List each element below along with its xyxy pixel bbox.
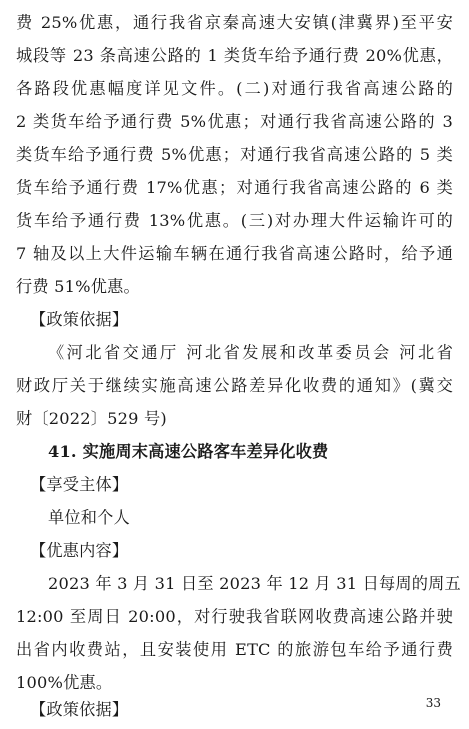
page-number: 33: [425, 696, 441, 710]
text-line-8: 7 轴及以上大件运输车辆在通行我省高速公路时，给予通: [16, 244, 453, 263]
text-line-4: 2 类货车给予通行费 5%优惠；对通行我省高速公路的 3: [16, 112, 453, 131]
text-line-16: 单位和个人: [48, 508, 130, 527]
text-line-7: 货车给予通行费 13%优惠。(三)对办理大件运输许可的: [16, 211, 453, 230]
text-line-3: 各路段优惠幅度详见文件。(二)对通行我省高速公路的: [16, 79, 453, 98]
text-line-5: 类货车给予通行费 5%优惠；对通行我省高速公路的 5 类: [16, 145, 453, 164]
text-line-2: 城段等 23 条高速公路的 1 类货车给予通行费 20%优惠，: [16, 46, 453, 65]
text-line-21: 100%优惠。: [16, 673, 113, 692]
text-line-19: 12:00 至周日 20:00，对行驶我省联网收费高速公路并驶: [16, 607, 453, 626]
text-line-13: 财〔2022〕529 号): [16, 409, 167, 428]
section-heading-beneficiary: 【享受主体】: [30, 475, 129, 494]
text-line-18: 2023 年 3 月 31 日至 2023 年 12 月 31 日每周的周五: [48, 574, 461, 593]
section-heading-preferential-content: 【优惠内容】: [30, 541, 129, 560]
text-line-9: 行费 51%优惠。: [16, 277, 140, 296]
text-line-11: 《河北省交通厅 河北省发展和改革委员会 河北省: [48, 343, 453, 362]
section-heading-policy-basis-2: 【政策依据】: [30, 700, 129, 719]
text-line-6: 货车给予通行费 17%优惠；对通行我省高速公路的 6 类: [16, 178, 453, 197]
item-title-41: 41. 实施周末高速公路客车差异化收费: [48, 442, 329, 461]
text-line-1: 费 25%优惠，通行我省京秦高速大安镇(津冀界)至平安: [16, 13, 453, 32]
section-heading-policy-basis: 【政策依据】: [30, 310, 129, 329]
text-line-20: 出省内收费站，且安装使用 ETC 的旅游包车给予通行费: [16, 640, 453, 659]
text-line-12: 财政厅关于继续实施高速公路差异化收费的通知》(冀交: [16, 376, 453, 395]
